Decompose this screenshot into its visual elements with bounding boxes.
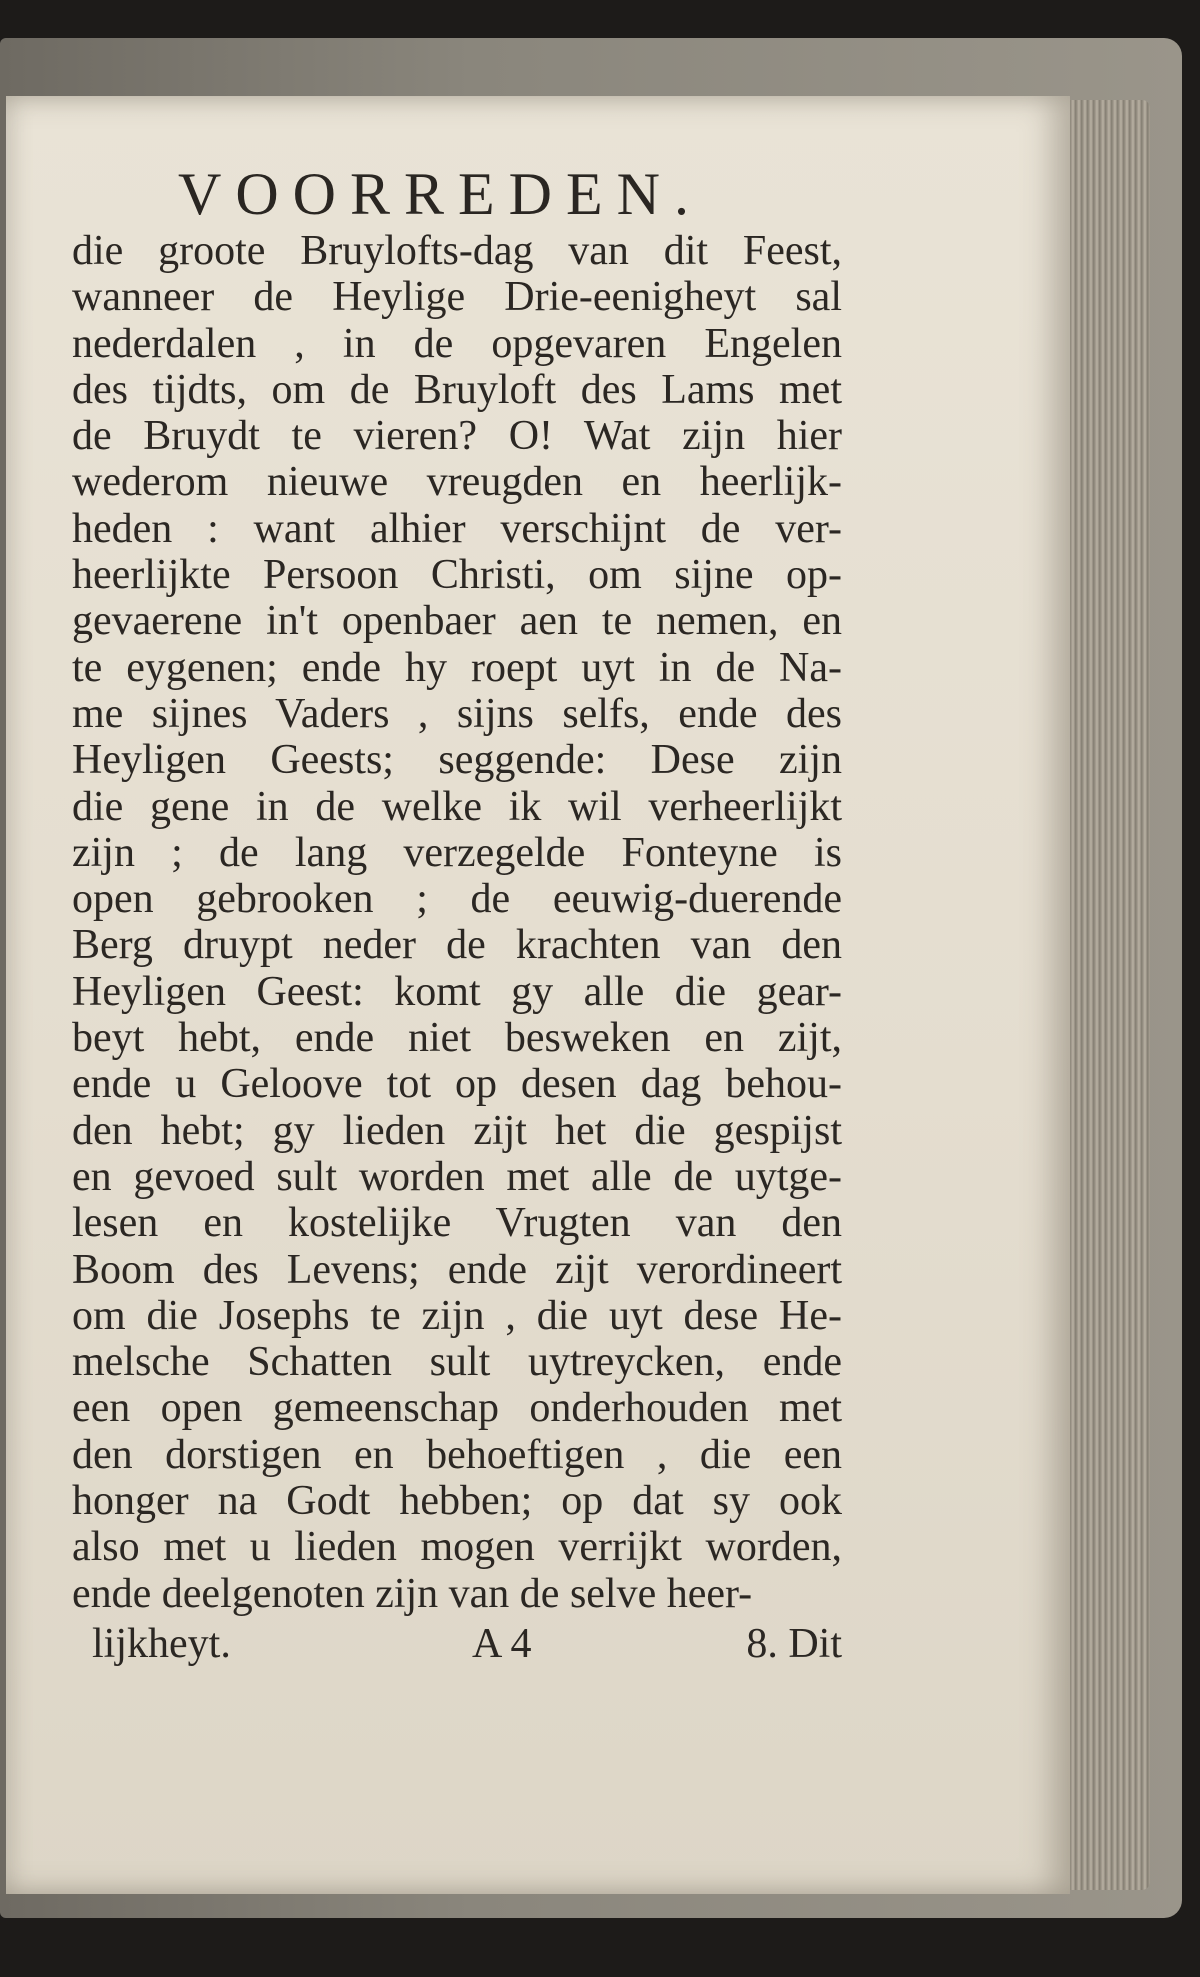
text-line: de Bruydt te vieren? O! Wat zijn hier xyxy=(72,413,842,460)
text-line: Heyligen Geest: komt gy alle die gear- xyxy=(72,968,842,1015)
text-line: lesen en kostelijke Vrugten van den xyxy=(72,1200,842,1247)
text-line: heerlijkte Persoon Christi, om sijne op- xyxy=(72,552,842,599)
text-line: wederom nieuwe vreugden en heerlijk- xyxy=(72,459,842,506)
text-line: nederdalen , in de opgevaren Engelen xyxy=(72,320,842,367)
text-line: den dorstigen en behoeftigen , die een xyxy=(72,1431,842,1478)
running-head: VOORREDEN. xyxy=(178,161,703,227)
page-footer xyxy=(92,1620,842,1670)
text-line: me sijnes Vaders , sijns selfs, ende des xyxy=(72,690,842,737)
text-line: die groote Bruylofts-dag van dit Feest, xyxy=(72,228,842,274)
text-line: te eygenen; ende hy roept uyt in de Na- xyxy=(72,644,842,691)
text-line: om die Josephs te zijn , die uyt dese He- xyxy=(72,1292,842,1339)
text-line: en gevoed sult worden met alle de uytge- xyxy=(72,1153,842,1200)
text-line: den hebt; gy lieden zijt het die gespijst xyxy=(72,1107,842,1154)
text-line: honger na Godt hebben; op dat sy ook xyxy=(72,1478,842,1525)
text-line: Heyligen Geests; seggende: Dese zijn xyxy=(72,737,842,784)
body-text xyxy=(72,228,842,1617)
text-line: wanneer de Heylige Drie-eenigheyt sal xyxy=(72,274,842,321)
text-line: een open gemeenschap onderhouden met xyxy=(72,1385,842,1432)
catchword: 8. Dit xyxy=(746,1621,842,1667)
signature-mark: A 4 xyxy=(472,1621,532,1667)
text-line: heden : want alhier verschijnt de ver- xyxy=(72,505,842,552)
text-line: beyt hebt, ende niet beswеken en zijt, xyxy=(72,1015,842,1062)
text-line: die gene in de welke ik wil verheerlijkt xyxy=(72,783,842,830)
text-line: ende u Geloove tot op desen dag behou- xyxy=(72,1061,842,1108)
text-line: melsche Schatten sult uytreycken, ende xyxy=(72,1339,842,1386)
text-line: Boom des Levens; ende zijt verordineert xyxy=(72,1246,842,1293)
text-line: ende deelgenoten zijn van de selve heer- xyxy=(72,1570,753,1617)
text-line: gevaerene in't openbaer aen te nemen, en xyxy=(72,598,842,645)
text-line: des tijdts, om de Bruyloft des Lams met xyxy=(72,366,842,413)
text-line: Berg druypt neder de krachten van den xyxy=(72,922,842,969)
text-line: zijn ; de lang verzegelde Fonteyne is xyxy=(72,829,842,876)
text-line: open gebrooken ; de eeuwig-duerende xyxy=(72,876,842,923)
text-line: also met u lieden mogen verrijkt worden, xyxy=(72,1524,842,1571)
final-word: lijkheyt. xyxy=(92,1621,231,1667)
